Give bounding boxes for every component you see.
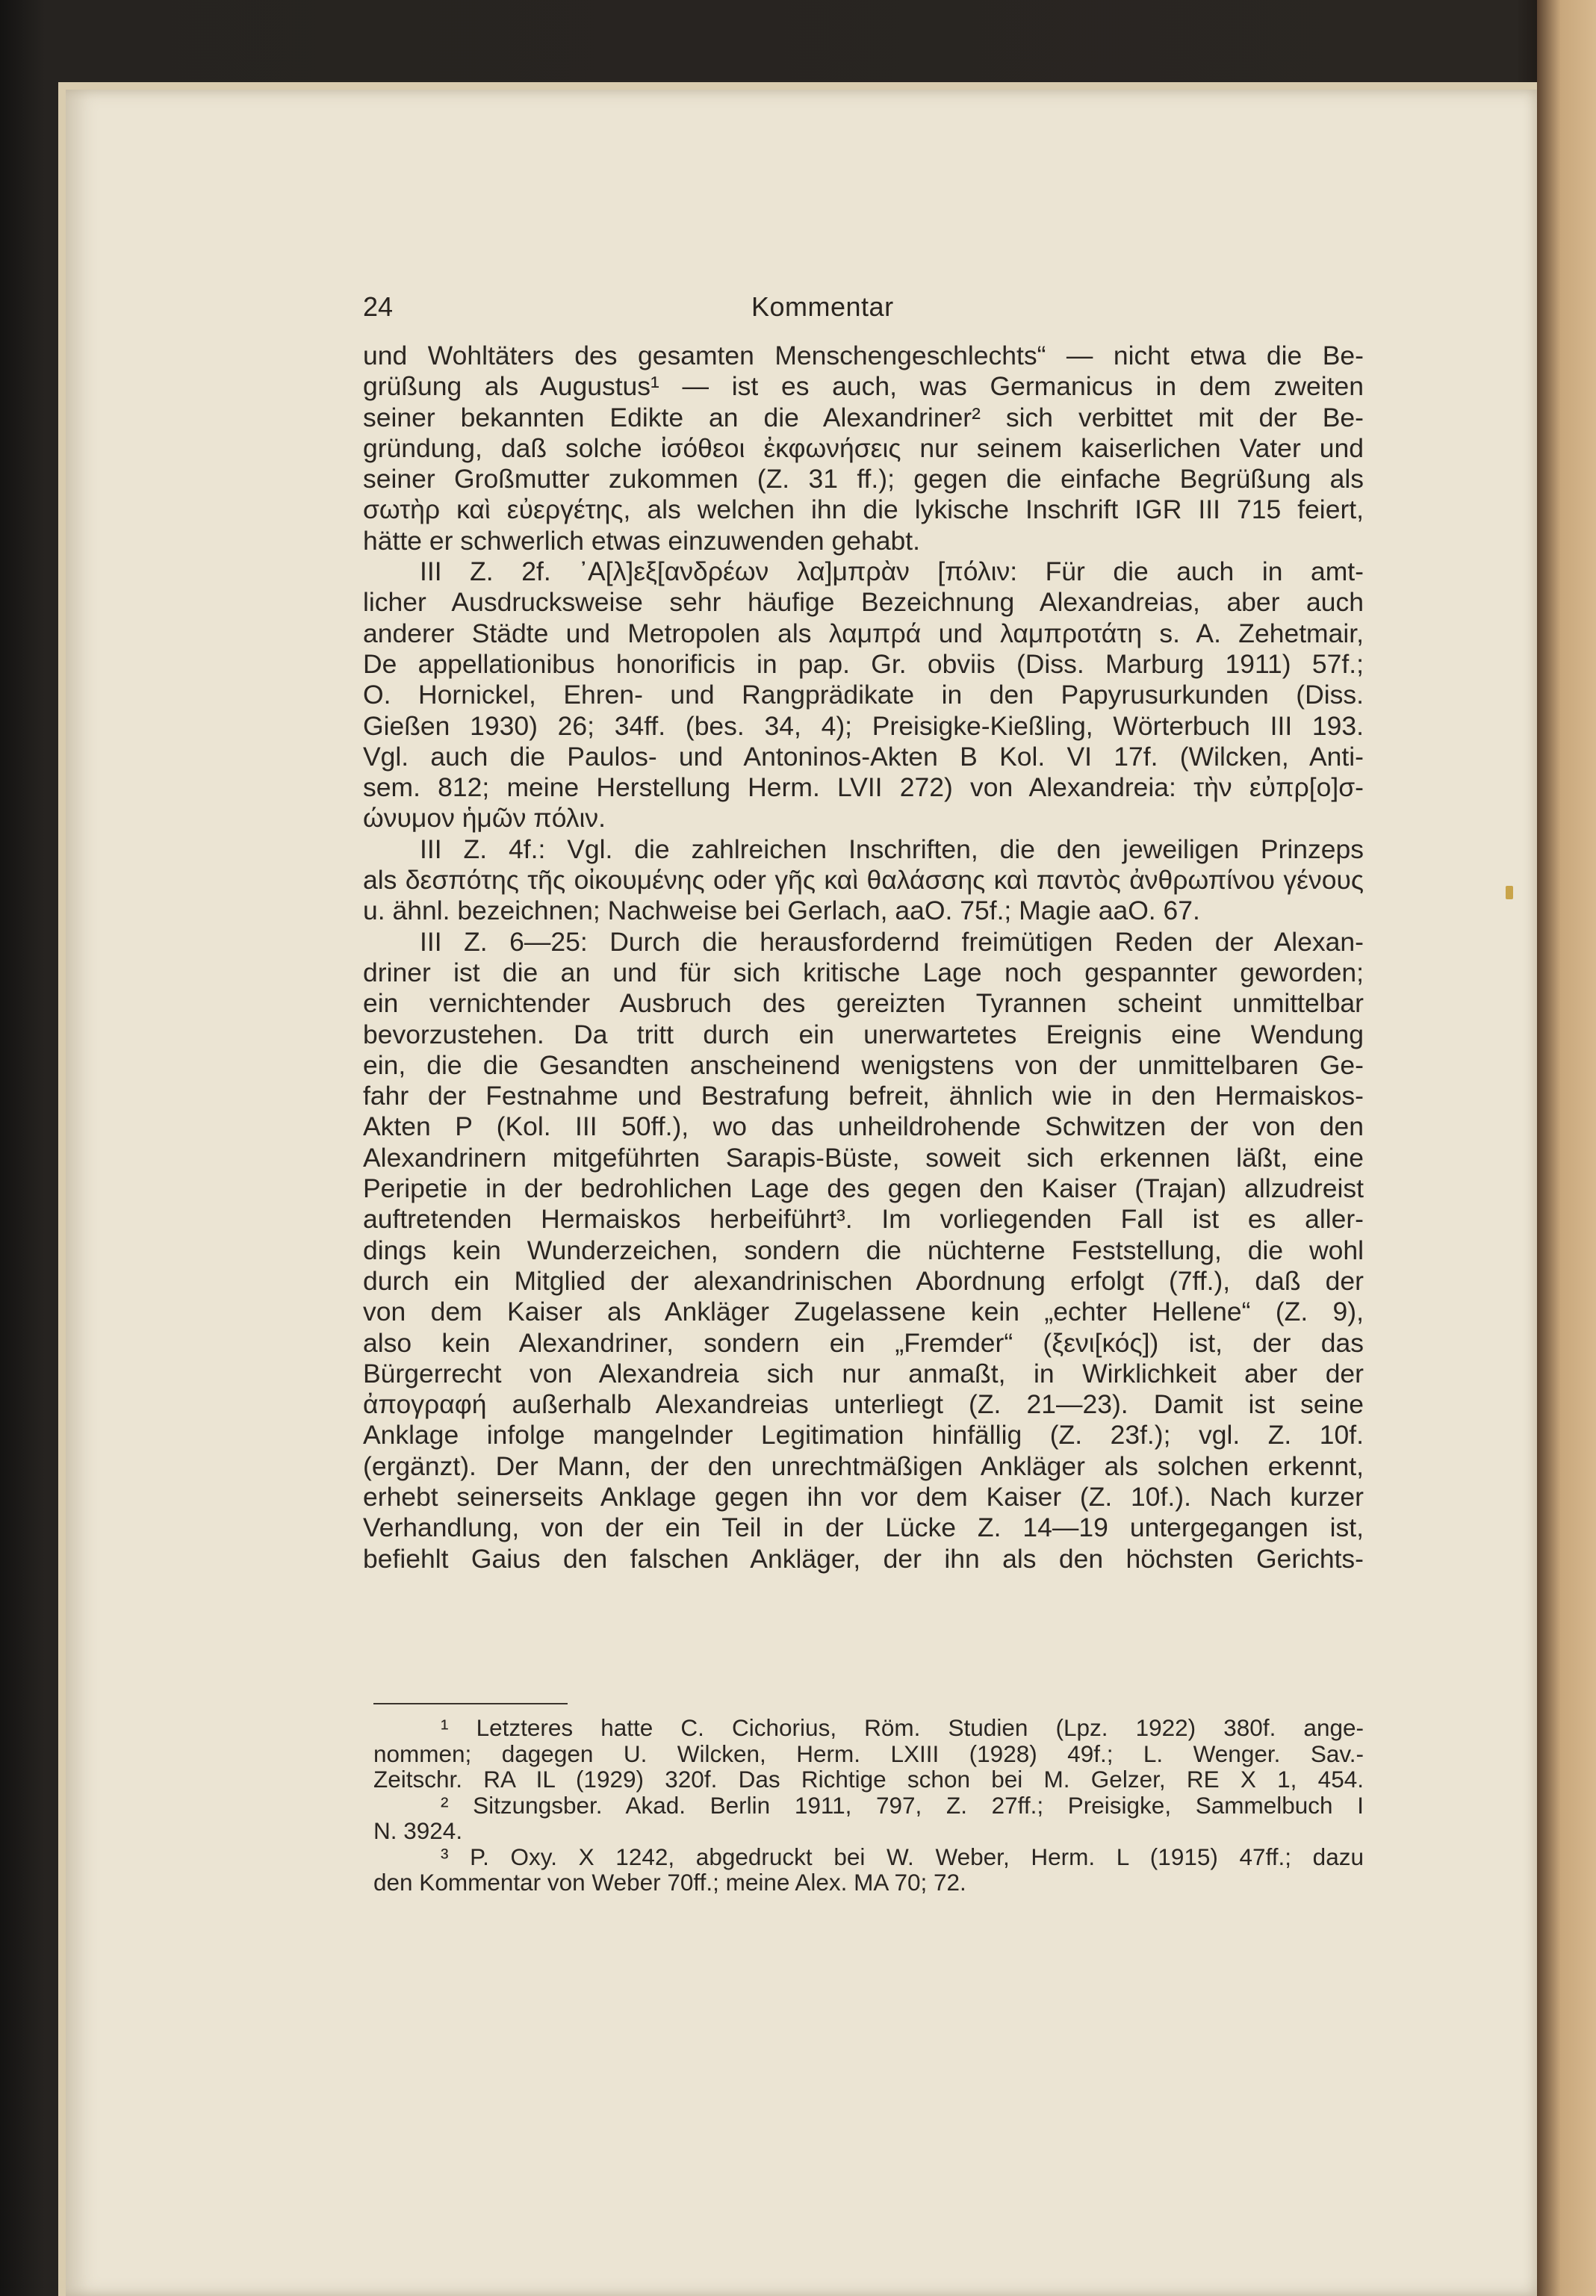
- footnote-line: nommen; dagegen U. Wilcken, Herm. LXIII (1928) 49f.; L. Wenger. Sav.-: [373, 1740, 1364, 1767]
- text-line: driner ist die an und für sich kritische Lage noch gespannter geworden;: [363, 957, 1364, 987]
- text-line: III Z. 4f.: Vgl. die zahlreichen Inschriften, die den jeweiligen Prinzeps: [420, 834, 1364, 864]
- text-line: hätte er schwerlich etwas einzuwenden gehabt.: [363, 525, 920, 556]
- margin-mark: [1506, 886, 1513, 899]
- text-line: σωτὴρ καὶ εὐεργέτης, als welchen ihn die lykische Inschrift IGR III 715 feiert,: [363, 494, 1364, 525]
- page-header: [363, 291, 1364, 329]
- text-line: durch ein Mitglied der alexandrinischen Abordnung erfolgt (7ff.), daß der: [363, 1265, 1364, 1296]
- running-head: Kommentar: [751, 291, 894, 322]
- text-line: III Z. 2f. ᾿Α[λ]εξ[ανδρέων λα]μπρὰν [πόλιν: Für die auch in amt-: [420, 556, 1364, 587]
- text-line: O. Hornickel, Ehren- und Rangprädikate in den Papyrusurkunden (Diss.: [363, 680, 1364, 710]
- text-line: also kein Alexandriner, sondern ein „Fremder“ (ξενι[κός]) ist, der das: [363, 1327, 1364, 1358]
- page-number: 24: [363, 291, 394, 322]
- footnote-line: ² Sitzungsber. Akad. Berlin 1911, 797, Z. 27ff.; Preisigke, Sammelbuch I: [441, 1791, 1364, 1819]
- text-line: ἀπογραφή außerhalb Alexandreias unterliegt (Z. 21—23). Damit ist seine: [363, 1389, 1364, 1420]
- text-line: fahr der Festnahme und Bestrafung befreit, ähnlich wie in den Hermaiskos-: [363, 1081, 1364, 1111]
- text-line: De appellationibus honorificis in pap. Gr. obviis (Diss. Marburg 1911) 57f.;: [363, 648, 1364, 679]
- text-line: erhebt seinerseits Anklage gegen ihn vor dem Kaiser (Z. 10f.). Nach kurzer: [363, 1481, 1364, 1512]
- text-line: III Z. 6—25: Durch die herausfordernd freimütigen Reden der Alexan-: [420, 926, 1364, 957]
- text-line: anderer Städte und Metropolen als λαμπρά und λαμπροτάτη s. A. Zehetmair,: [363, 618, 1364, 648]
- text-line: als δεσπότης τῆς οἰκουμένης oder γῆς καὶ θαλάσσης καὶ παντὸς ἀνθρωπίνου γένους: [363, 865, 1364, 896]
- text-line: ώνυμον ἡμῶν πόλιν.: [363, 803, 606, 834]
- text-line: (ergänzt). Der Mann, der den unrechtmäßigen Ankläger als solchen erkennt,: [363, 1450, 1364, 1481]
- text-line: sem. 812; meine Herstellung Herm. LVII 272) von Alexandreia: τὴν εὐπρ[ο]σ-: [363, 772, 1364, 803]
- text-line: dings kein Wunderzeichen, sondern die nüchterne Feststellung, die wohl: [363, 1235, 1364, 1265]
- text-line: Akten P (Kol. III 50ff.), wo das unheildrohende Schwitzen der von den: [363, 1111, 1364, 1142]
- footnote-line: den Kommentar von Weber 70ff.; meine Alex. MA 70; 72.: [373, 1869, 966, 1896]
- text-line: auftretenden Hermaiskos herbeiführt³. Im vorliegenden Fall ist es aller-: [363, 1204, 1364, 1235]
- text-line: und Wohltäters des gesamten Menschengeschlechts“ — nicht etwa die Be-: [363, 341, 1364, 370]
- text-line: Alexandrinern mitgeführten Sarapis-Büste, soweit sich erkennen läßt, eine: [363, 1142, 1364, 1173]
- footnote-line: Zeitschr. RA IL (1929) 320f. Das Richtige schon bei M. Gelzer, RE X 1, 454.: [373, 1766, 1364, 1793]
- text-line: licher Ausdrucksweise sehr häufige Bezeichnung Alexandreias, aber auch: [363, 587, 1364, 618]
- text-line: befiehlt Gaius den falschen Ankläger, der ihn als den höchsten Gerichts-: [363, 1543, 1364, 1574]
- text-line: Anklage infolge mangelnder Legitimation hinfällig (Z. 23f.); vgl. Z. 10f.: [363, 1420, 1364, 1450]
- text-line: ein vernichtender Ausbruch des gereizten Tyrannen scheint unmittelbar: [363, 988, 1364, 1019]
- text-line: Vgl. auch die Paulos- und Antoninos-Akten B Kol. VI 17f. (Wilcken, Anti-: [363, 741, 1364, 772]
- footnote-line: ¹ Letzteres hatte C. Cichorius, Röm. Studien (Lpz. 1922) 380f. ange-: [441, 1714, 1364, 1741]
- footnote-divider: [373, 1703, 568, 1704]
- text-line: von dem Kaiser als Ankläger Zugelassene kein „echter Hellene“ (Z. 9),: [363, 1297, 1364, 1327]
- footnote-line: ³ P. Oxy. X 1242, abgedruckt bei W. Weber, Herm. L (1915) 47ff.; dazu: [441, 1843, 1364, 1870]
- text-line: Peripetie in der bedrohlichen Lage des gegen den Kaiser (Trajan) allzudreist: [363, 1173, 1364, 1204]
- text-line: Bürgerrecht von Alexandreia sich nur anmaßt, in Wirklichkeit aber der: [363, 1358, 1364, 1389]
- text-line: u. ähnl. bezeichnen; Nachweise bei Gerlach, aaO. 75f.; Magie aaO. 67.: [363, 896, 1200, 926]
- text-line: grüßung als Augustus¹ — ist es auch, was Germanicus in dem zweiten: [363, 371, 1364, 402]
- text-line: Gießen 1930) 26; 34ff. (bes. 34, 4); Preisigke-Kießling, Wörterbuch III 193.: [363, 710, 1364, 741]
- main-text: [363, 341, 1364, 1574]
- footnote-line: N. 3924.: [373, 1817, 463, 1844]
- text-line: seiner bekannten Edikte an die Alexandriner² sich verbittet mit der Be-: [363, 402, 1364, 432]
- footnotes: [373, 1715, 1364, 1896]
- text-line: bevorzustehen. Da tritt durch ein unerwartetes Ereignis eine Wendung: [363, 1019, 1364, 1049]
- text-line: gründung, daß solche ἰσόθεοι ἐκφωνήσεις nur seinem kaiserlichen Vater und: [363, 432, 1364, 463]
- text-line: seiner Großmutter zukommen (Z. 31 ff.); gegen die einfache Begrüßung als: [363, 464, 1364, 494]
- adjacent-page-edge: [1537, 0, 1596, 2296]
- text-line: Verhandlung, von der ein Teil in der Lücke Z. 14—19 untergegangen ist,: [363, 1512, 1364, 1543]
- text-line: ein, die die Gesandten anscheinend wenigstens von der unmittelbaren Ge-: [363, 1049, 1364, 1080]
